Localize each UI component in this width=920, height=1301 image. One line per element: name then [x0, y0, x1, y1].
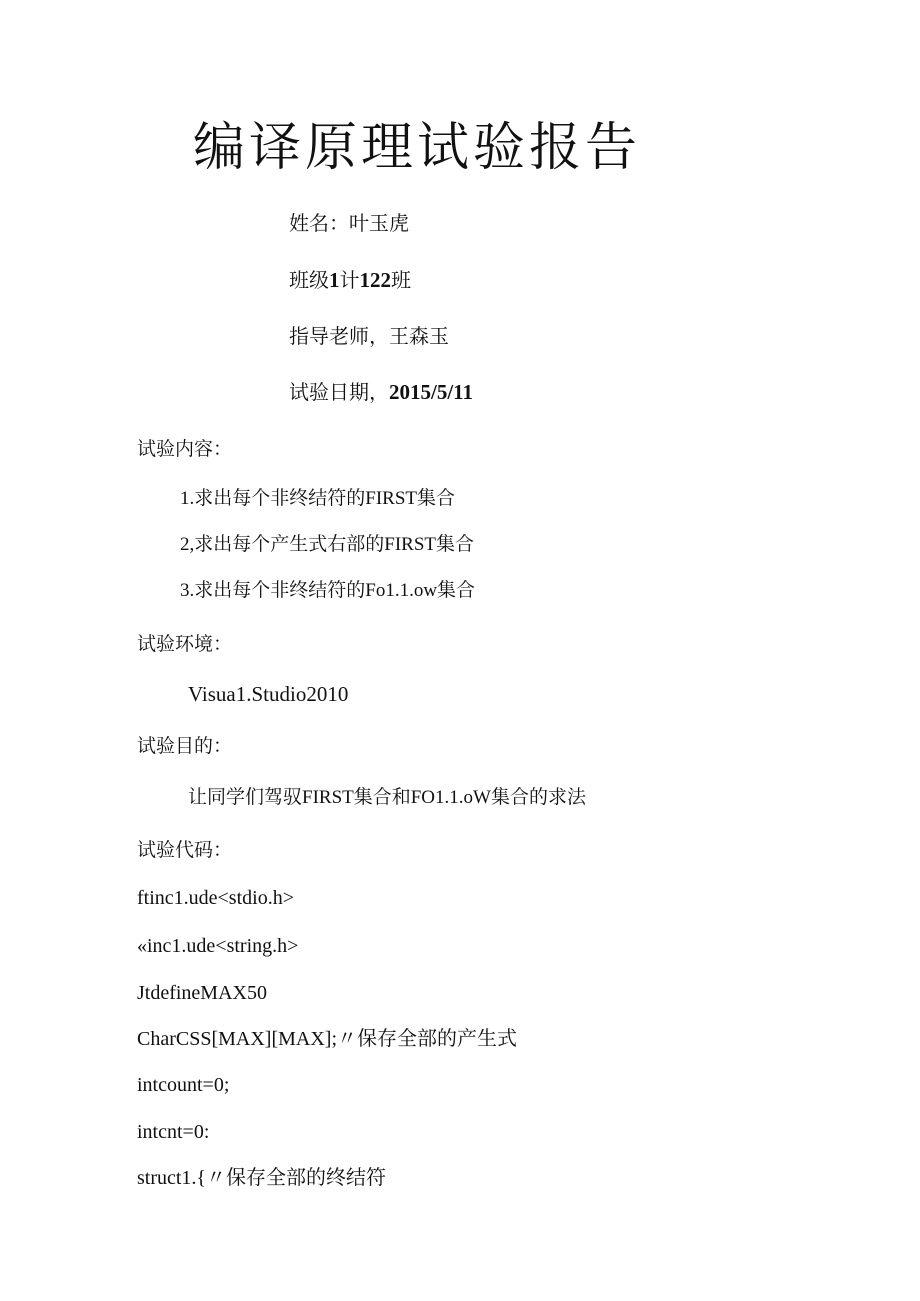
code-heading: 试验代码： [137, 839, 233, 861]
code-line: intcount=0; [137, 1074, 230, 1096]
date-value: 2015/5/11 [389, 380, 474, 404]
advisor: 指导老师，王森玉 [289, 324, 449, 348]
purpose-heading: 试验目的： [137, 735, 233, 757]
page-title: 编译原理试验报告 [193, 118, 642, 178]
content-item: 3.求出每个非终结符的Fo1.1.ow集合 [180, 580, 476, 601]
date-label: 试验日期， [289, 380, 389, 404]
student-name: 姓名：叶玉虎 [289, 211, 409, 235]
class-prefix: 班级 [289, 268, 329, 292]
class-suffix: 班 [391, 268, 411, 292]
code-line: ftinc1.ude<stdio.h> [137, 887, 294, 909]
environment-heading: 试验环境： [137, 633, 233, 655]
purpose-value: 让同学们驾驭FIRST集合和FO1.1.oW集合的求法 [188, 787, 586, 808]
code-line: «inc1.ude<string.h> [137, 935, 299, 957]
code-line: CharCSS[MAX][MAX];〃保存全部的产生式 [137, 1028, 517, 1050]
class-code: 122 [359, 268, 391, 292]
class-number: 1 [329, 268, 340, 292]
code-line: JtdefineMAX50 [137, 982, 267, 1004]
content-heading: 试验内容： [137, 438, 233, 460]
class-mid: 计 [339, 268, 360, 292]
environment-value: Visua1.Studio2010 [188, 682, 349, 706]
code-line: struct1.{〃保存全部的终结符 [137, 1167, 387, 1189]
content-item: 2,求出每个产生式右部的FIRST集合 [180, 534, 474, 555]
student-class [289, 266, 411, 294]
experiment-date [289, 378, 473, 406]
code-line: intcnt=0: [137, 1121, 210, 1143]
content-item: 1.求出每个非终结符的FIRST集合 [180, 488, 455, 509]
